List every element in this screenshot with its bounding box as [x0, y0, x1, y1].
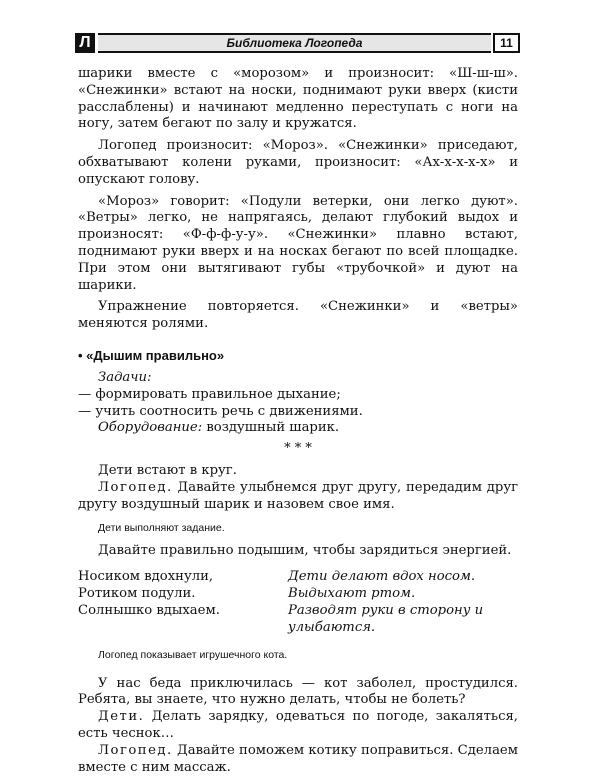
dialogue-line-5: [78, 709, 518, 743]
verse-action-2: Выдыхают ртом.: [288, 586, 416, 602]
dialogue-text: Давайте улыбнемся друг другу, передадим друг другу воздушный шарик и назовем свое имя.: [78, 479, 518, 512]
paragraph-2: Логопед произносит: «Мороз». «Снежинки» приседают, обхватывают колени руками, произносит: «Ах-х-х-х-х» и опускают голову.: [78, 138, 518, 187]
header-title: Библиотека Логопеда: [226, 36, 363, 50]
header-bar: [98, 33, 491, 53]
verse-line-1: Носиком вдохнули,: [78, 569, 214, 585]
speaker-deti: Дети.: [98, 709, 145, 725]
paragraph-1: шарики вместе с «морозом» и произносит: «Ш-ш-ш». «Снежинки» встают на носки, поднимают руки вверх (кисти расслаблены) и начинают медленно переступать с ноги на ногу, затем бегают по залу и кружатся.: [78, 66, 518, 132]
dialogue-line-1: Дети встают в круг.: [98, 463, 237, 479]
speaker-logoped: Логопед.: [98, 742, 173, 758]
speaker-logoped: Логопед.: [98, 479, 173, 495]
verse-action-1: Дети делают вдох носом.: [288, 569, 476, 585]
dialogue-line-4: У нас беда приключилась — кот заболел, простудился. Ребята, вы знаете, что нужно делать, чтобы не болеть?: [78, 675, 518, 708]
page-body: [78, 66, 518, 776]
page-header: [75, 33, 520, 55]
dialogue-line-3: Давайте правильно подышим, чтобы зарядиться энергией.: [98, 542, 512, 558]
task-item-2: — учить соотносить речь с движениями.: [78, 403, 363, 419]
dialogue-text: Делать зарядку, одеваться по погоде, закаляться, есть чеснок…: [78, 709, 518, 741]
dialogue-line-2: [78, 480, 518, 514]
stage-note-1: Дети выполняют задание.: [98, 521, 225, 534]
tasks-label: Задачи:: [98, 369, 152, 385]
verse-right-column: [288, 569, 518, 636]
equipment-label: Оборудование:: [98, 420, 203, 436]
dialogue-text: Давайте поможем котику поправиться. Сделаем вместе с ним массаж.: [78, 742, 518, 775]
verse-block: [78, 569, 518, 636]
verse-line-2: Ротиком подули.: [78, 586, 196, 602]
task-item-1: — формировать правильное дыхание;: [78, 386, 341, 402]
paragraph-3: «Мороз» говорит: «Подули ветерки, они легко дуют». «Ветры» легко, не напрягаясь, делают глубокий выдох и произносят: «Ф-ф-ф-у-у». «Снежинки» плавно встают, поднимают руки вверх и на носках бегают по всей площадке. При этом они вытягивают губы «трубочкой» и дуют на шарики.: [78, 193, 518, 293]
section-separator: * * *: [284, 441, 312, 457]
dialogue-line-6: [78, 743, 518, 776]
stage-note-2: Логопед показывает игрушечного кота.: [98, 648, 288, 661]
book-logo: Л: [75, 33, 95, 53]
equipment-value: воздушный шарик.: [202, 420, 340, 436]
verse-left-column: [78, 569, 288, 636]
verse-action-3: Разводят руки в сторону и улыбаются.: [288, 602, 484, 635]
verse-line-3: Солнышко вдыхаем.: [78, 602, 220, 618]
exercise-title: • «Дышим правильно»: [78, 347, 225, 363]
paragraph-4: Упражнение повторяется. «Снежинки» и «ветры» меняются ролями.: [78, 299, 518, 332]
equipment-line: [78, 420, 518, 437]
page-number: 11: [493, 33, 520, 53]
